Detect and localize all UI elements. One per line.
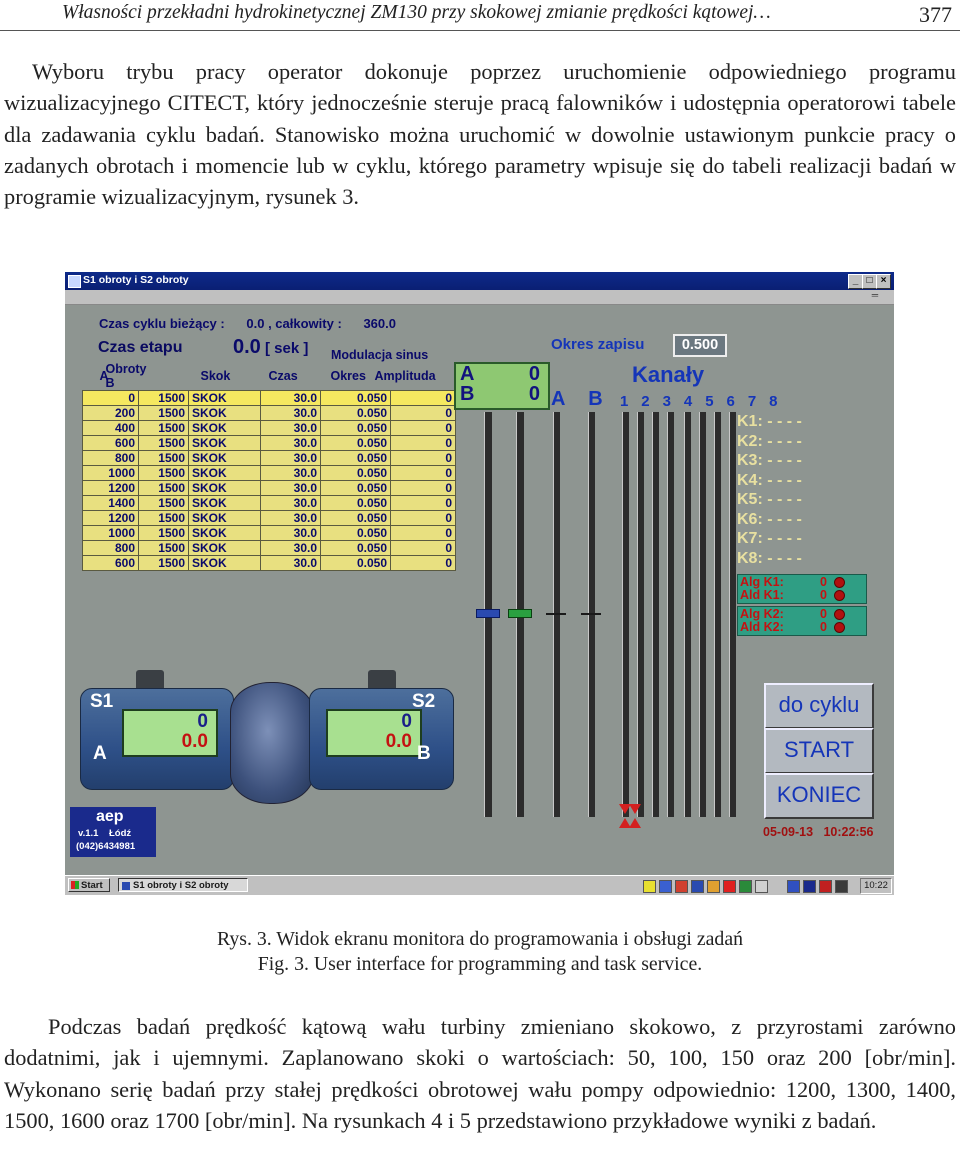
alarm-k2-high-led-icon — [834, 609, 845, 620]
cell-okres[interactable]: 0.050 — [321, 481, 391, 496]
ab-display-b-label: B — [460, 383, 475, 405]
table-row[interactable] — [83, 541, 456, 556]
stage-time-unit: [ sek ] — [265, 340, 309, 357]
channel-value-k2: K2: - - - - — [737, 433, 802, 450]
pump-s2-side: B — [417, 743, 431, 764]
cell-czas[interactable]: 30.0 — [261, 406, 321, 421]
cell-czas[interactable]: 30.0 — [261, 496, 321, 511]
cell-skok[interactable]: SKOK — [189, 451, 261, 466]
alarm-k2-low-led-icon — [834, 622, 845, 633]
channel-track-6 — [699, 412, 706, 817]
cell-skok[interactable]: SKOK — [189, 511, 261, 526]
table-row[interactable] — [83, 406, 456, 421]
cell-obroty-a[interactable]: 600 — [83, 436, 139, 451]
channel-track-1 — [622, 412, 629, 817]
pump-s2-torque: 0.0 — [385, 731, 412, 752]
menubar — [65, 290, 894, 305]
cell-okres[interactable]: 0.050 — [321, 496, 391, 511]
cell-amplituda[interactable]: 0 — [391, 466, 456, 481]
cell-okres[interactable]: 0.050 — [321, 556, 391, 571]
alarm-k1-low-value: 0 — [820, 588, 827, 602]
cell-obroty-b[interactable]: 1500 — [139, 541, 189, 556]
cell-czas[interactable]: 30.0 — [261, 526, 321, 541]
table-row[interactable] — [83, 421, 456, 436]
maximize-button[interactable]: □ — [862, 274, 877, 289]
paragraph-2: Podczas badań prędkość kątową wału turbiny zmieniano skokowo, z przyrostami zarówno dodatnimi, jak i ujemnymi. Zaplanowano skoki o wartościach: 50, 100, 150 oraz 200 [obr/min]. Wykonano serię badań przy stałej prędkości obrotowej wału pompy odpowiednio: 1200, 1300, 1400, 1500, 1600 oraz 1700 [obr/min]. Na rysunkach 4 i 5 przedstawiono przykładowe wyniki z badań. — [4, 1014, 956, 1133]
alarm-box-k2 — [737, 606, 867, 636]
figure-caption-pl: Rys. 3. Widok ekranu monitora do programowania i obsługi zadań — [217, 928, 743, 950]
cell-amplituda[interactable]: 0 — [391, 391, 456, 406]
menubar-control-icon[interactable]: ═ — [871, 290, 879, 300]
aep-phone: (042)6434981 — [76, 841, 136, 852]
cell-skok[interactable]: SKOK — [189, 391, 261, 406]
ab-display-a-value: 0 — [528, 363, 540, 385]
cycle-steps-table — [82, 362, 456, 571]
minimize-button[interactable]: _ — [848, 274, 863, 289]
cell-obroty-b[interactable]: 1500 — [139, 496, 189, 511]
table-row[interactable] — [83, 556, 456, 571]
tray-icon-1[interactable] — [643, 880, 656, 893]
channel-track-5 — [684, 412, 691, 817]
alarm-k1-low-label: Ald K1: — [740, 588, 784, 602]
cell-obroty-b[interactable]: 1500 — [139, 451, 189, 466]
cell-okres[interactable]: 0.050 — [321, 451, 391, 466]
channel-value-k7: K7: - - - - — [737, 530, 802, 547]
stage-time-value: 0.0 — [233, 336, 261, 358]
channel-value-k5: K5: - - - - — [737, 491, 802, 508]
cell-obroty-a[interactable]: 1200 — [83, 481, 139, 496]
start-label: Start — [81, 880, 103, 891]
timestamp: 05-09-13 10:22:56 — [763, 825, 874, 839]
tray-icon-3[interactable] — [675, 880, 688, 893]
modulation-label: Modulacja sinus — [331, 348, 429, 362]
cell-okres[interactable]: 0.050 — [321, 436, 391, 451]
pump-s1-speed: 0 — [197, 711, 208, 732]
cell-czas[interactable]: 30.0 — [261, 451, 321, 466]
cell-skok[interactable]: SKOK — [189, 496, 261, 511]
cell-czas[interactable]: 30.0 — [261, 511, 321, 526]
aep-logo — [70, 807, 156, 857]
channel-track-7 — [714, 412, 721, 817]
cell-czas[interactable]: 30.0 — [261, 481, 321, 496]
aep-version: v.1.1 Łódź — [78, 828, 132, 839]
ab-slider-header: A B — [551, 388, 612, 410]
cell-obroty-b[interactable]: 1500 — [139, 466, 189, 481]
cell-skok[interactable]: SKOK — [189, 436, 261, 451]
cell-czas[interactable]: 30.0 — [261, 466, 321, 481]
start-button[interactable]: START — [764, 728, 874, 774]
marker-ch2-bottom — [629, 818, 641, 828]
taskbar-window-button[interactable] — [118, 878, 248, 892]
cell-obroty-a[interactable]: 200 — [83, 406, 139, 421]
tray-icon-11[interactable] — [819, 880, 832, 893]
cell-amplituda[interactable]: 0 — [391, 556, 456, 571]
task-window-icon — [122, 882, 130, 890]
channel-track-2 — [637, 412, 644, 817]
slider-a-thumb[interactable] — [476, 609, 500, 618]
tray-icon-4[interactable] — [691, 880, 704, 893]
taskbar-clock: 10:22 — [860, 878, 892, 894]
cell-obroty-b[interactable]: 1500 — [139, 406, 189, 421]
cell-obroty-b[interactable]: 1500 — [139, 511, 189, 526]
cell-obroty-a[interactable]: 1000 — [83, 526, 139, 541]
cell-amplituda[interactable]: 0 — [391, 511, 456, 526]
windows-logo-icon — [71, 881, 79, 889]
record-period-input[interactable]: 0.500 — [673, 334, 727, 357]
cell-obroty-b[interactable]: 1500 — [139, 436, 189, 451]
pump-s2-display — [326, 709, 422, 757]
col-header-amplituda: Amplituda — [374, 369, 436, 383]
col-header-a: A — [99, 369, 109, 383]
channel-value-k1: K1: - - - - — [737, 413, 802, 430]
cell-czas[interactable]: 30.0 — [261, 541, 321, 556]
channel-track-4 — [667, 412, 674, 817]
koniec-button[interactable]: KONIEC — [764, 773, 874, 819]
cell-okres[interactable]: 0.050 — [321, 391, 391, 406]
level-tick-a — [546, 613, 566, 615]
window-titlebar — [65, 272, 894, 290]
cell-obroty-b[interactable]: 1500 — [139, 391, 189, 406]
cell-amplituda[interactable]: 0 — [391, 421, 456, 436]
page-number: 377 — [919, 2, 952, 27]
stage-time-label: Czas etapu — [98, 339, 183, 356]
taskbar — [65, 875, 894, 895]
col-header-okres: Okres — [330, 369, 366, 383]
col-header-czas: Czas — [268, 369, 298, 383]
pump-s2-label: S2 — [412, 691, 436, 712]
channel-value-k8: K8: - - - - — [737, 550, 802, 567]
tray-icon-8[interactable] — [755, 880, 768, 893]
alarm-k2-high-value: 0 — [820, 607, 827, 621]
table-row[interactable] — [83, 436, 456, 451]
do-cyklu-button[interactable]: do cyklu — [764, 683, 874, 729]
cell-amplituda[interactable]: 0 — [391, 481, 456, 496]
cell-amplituda[interactable]: 0 — [391, 496, 456, 511]
cell-skok[interactable]: SKOK — [189, 481, 261, 496]
tray-icon-7[interactable] — [739, 880, 752, 893]
table-row[interactable] — [83, 466, 456, 481]
cell-amplituda[interactable]: 0 — [391, 436, 456, 451]
channels-label: Kanały — [632, 362, 705, 387]
running-head — [0, 0, 960, 31]
cell-obroty-a[interactable]: 1000 — [83, 466, 139, 481]
channel-value-k6: K6: - - - - — [737, 511, 802, 528]
table-row[interactable] — [83, 481, 456, 496]
alarm-k2-high-label: Alg K2: — [740, 607, 784, 621]
cell-obroty-b[interactable]: 1500 — [139, 556, 189, 571]
alarm-k1-high-led-icon — [834, 577, 845, 588]
cell-obroty-a[interactable]: 600 — [83, 556, 139, 571]
alarm-k1-low-led-icon — [834, 590, 845, 601]
close-button[interactable]: × — [876, 274, 891, 289]
coupling-center-icon — [230, 682, 314, 804]
cell-okres[interactable]: 0.050 — [321, 541, 391, 556]
cell-skok[interactable]: SKOK — [189, 406, 261, 421]
pump-s2-speed: 0 — [401, 711, 412, 732]
pump-s1-display — [122, 709, 218, 757]
cell-obroty-a[interactable]: 400 — [83, 421, 139, 436]
col-header-skok: Skok — [200, 369, 231, 383]
tray-icon-6[interactable] — [723, 880, 736, 893]
taskbar-start-button[interactable] — [68, 878, 110, 892]
table-row[interactable] — [83, 391, 456, 406]
tray-icon-10[interactable] — [803, 880, 816, 893]
cell-skok[interactable]: SKOK — [189, 421, 261, 436]
level-tick-b — [581, 613, 601, 615]
alarm-box-k1 — [737, 574, 867, 604]
cell-obroty-a[interactable]: 800 — [83, 451, 139, 466]
channel-track-3 — [652, 412, 659, 817]
figure-screenshot — [65, 272, 894, 895]
cell-obroty-a[interactable]: 1200 — [83, 511, 139, 526]
cell-czas[interactable]: 30.0 — [261, 391, 321, 406]
cell-okres[interactable]: 0.050 — [321, 526, 391, 541]
ab-display-b-value: 0 — [528, 383, 540, 405]
cell-obroty-b[interactable]: 1500 — [139, 526, 189, 541]
cell-skok[interactable]: SKOK — [189, 556, 261, 571]
channel-value-k3: K3: - - - - — [737, 452, 802, 469]
marker-ch2-top — [629, 804, 641, 814]
cell-okres[interactable]: 0.050 — [321, 421, 391, 436]
cycle-time-readout: Czas cyklu bieżący : 0.0 , całkowity : 360.0 — [99, 316, 396, 331]
table-row[interactable] — [83, 451, 456, 466]
tray-icon-9[interactable] — [787, 880, 800, 893]
table-row[interactable] — [83, 496, 456, 511]
cell-skok[interactable]: SKOK — [189, 541, 261, 556]
cell-okres[interactable]: 0.050 — [321, 406, 391, 421]
cell-amplituda[interactable]: 0 — [391, 526, 456, 541]
cell-obroty-a[interactable]: 0 — [83, 391, 139, 406]
paragraph-1: Wyboru trybu pracy operator dokonuje poprzez uruchomienie odpowiedniego programu wizualizacyjnego CITECT, który jednocześnie steruje pracą falowników i udostępnia operatorowi tabele dla zadawania cyklu badań. Stanowisko można uruchomić w dowolnie ustawionym punkcie pracy o zadanych obrotach i momencie lub w cyklu, którego parametry wpisuje się do tabeli realizacji badań w programie wizualizacyjnym, rysunek 3. — [4, 59, 956, 210]
tray-icon-2[interactable] — [659, 880, 672, 893]
figure-caption-en: Fig. 3. User interface for programming and task service. — [257, 953, 703, 975]
running-head-title: Własności przekładni hydrokinetycznej ZM130 przy skokowej zmianie prędkości kątowej… — [62, 2, 771, 23]
pump-s1-label: S1 — [90, 691, 114, 712]
app-icon — [68, 275, 81, 288]
cell-okres[interactable]: 0.050 — [321, 466, 391, 481]
tray-icon-12[interactable] — [835, 880, 848, 893]
alarm-k1-high-label: Alg K1: — [740, 575, 784, 589]
task-window-label: S1 obroty i S2 obroty — [133, 880, 229, 891]
cell-obroty-a[interactable]: 1400 — [83, 496, 139, 511]
aep-name: aep — [96, 808, 124, 825]
table-header-row — [83, 362, 456, 391]
cell-skok[interactable]: SKOK — [189, 526, 261, 541]
cell-amplituda[interactable]: 0 — [391, 406, 456, 421]
cell-czas[interactable]: 30.0 — [261, 556, 321, 571]
table-row[interactable] — [83, 526, 456, 541]
alarm-k2-low-value: 0 — [820, 620, 827, 634]
alarm-k1-high-value: 0 — [820, 575, 827, 589]
cell-obroty-b[interactable]: 1500 — [139, 421, 189, 436]
cell-amplituda[interactable]: 0 — [391, 451, 456, 466]
record-period-label: Okres zapisu — [551, 336, 645, 353]
cell-obroty-b[interactable]: 1500 — [139, 481, 189, 496]
cell-skok[interactable]: SKOK — [189, 466, 261, 481]
table-row[interactable] — [83, 511, 456, 526]
slider-b-thumb[interactable] — [508, 609, 532, 618]
pump-s1-torque: 0.0 — [181, 731, 208, 752]
ab-speed-display — [454, 362, 550, 410]
cell-okres[interactable]: 0.050 — [321, 511, 391, 526]
col-header-obroty-b: Obroty B — [105, 362, 147, 390]
cell-obroty-a[interactable]: 800 — [83, 541, 139, 556]
tray-icon-5[interactable] — [707, 880, 720, 893]
cell-amplituda[interactable]: 0 — [391, 541, 456, 556]
channel-track-8 — [729, 412, 736, 817]
alarm-k2-low-label: Ald K2: — [740, 620, 784, 634]
pump-s1-side: A — [93, 743, 107, 764]
ab-display-a-label: A — [460, 363, 475, 385]
cell-czas[interactable]: 30.0 — [261, 421, 321, 436]
cell-czas[interactable]: 30.0 — [261, 436, 321, 451]
window-title: S1 obroty i S2 obroty — [83, 274, 189, 286]
channel-numbers-header: 1 2 3 4 5 6 7 8 — [620, 393, 782, 410]
channel-value-k4: K4: - - - - — [737, 472, 802, 489]
